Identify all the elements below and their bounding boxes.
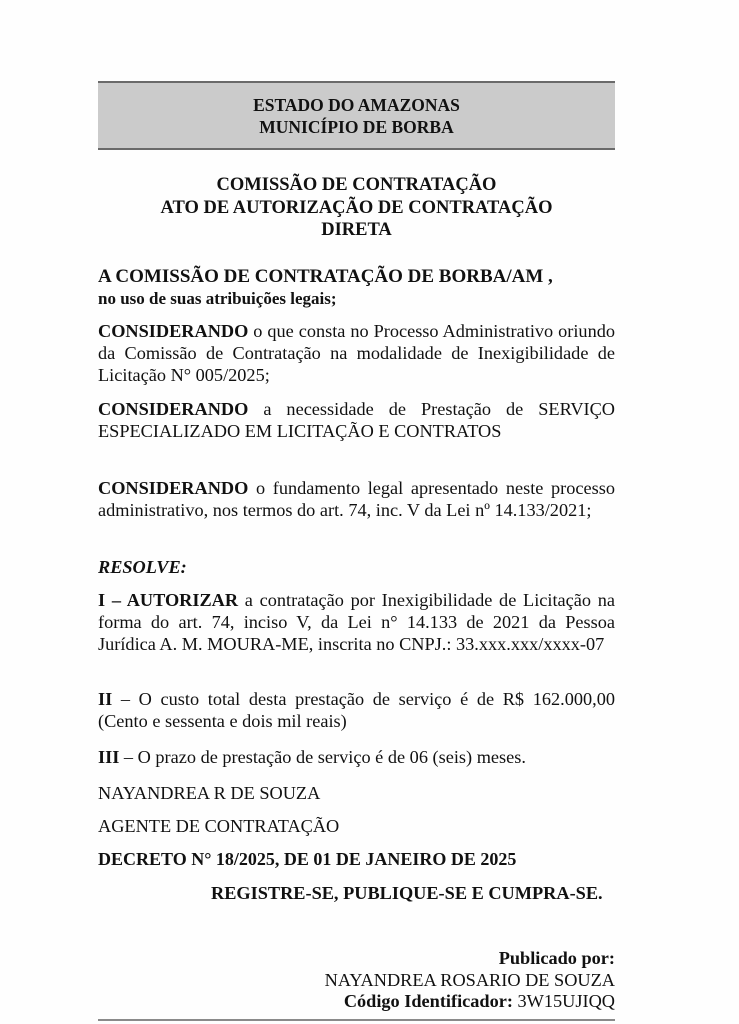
- item-keyword: AUTORIZAR: [126, 590, 239, 610]
- published-by-label: Publicado por:: [498, 948, 615, 968]
- considerando-text: o fundamento legal apresentado neste processo administrativo, nos termos do art. 74, inc. V da Lei nº 14.133/2021;: [98, 478, 615, 520]
- considerando-paragraph: [98, 477, 615, 521]
- commission-line-1: A COMISSÃO DE CONTRATAÇÃO DE BORBA/AM ,: [98, 266, 553, 287]
- title-line-1: COMISSÃO DE CONTRATAÇÃO: [216, 175, 497, 195]
- code-label: Código Identificador:: [343, 991, 513, 1011]
- closing-statement: REGISTRE-SE, PUBLIQUE-SE E CUMPRA-SE.: [211, 883, 603, 903]
- title-line-3: DIRETA: [321, 220, 392, 240]
- resolution-item: [98, 746, 615, 768]
- commission-line-2: no uso de suas atribuições legais;: [98, 289, 337, 308]
- code-value: 3W15UJIQQ: [512, 991, 615, 1011]
- item-text: – O custo total desta prestação de serviço é de R$ 162.000,00 (Cento e sessenta e dois mil reais): [98, 689, 615, 731]
- considerando-text: a necessidade de Prestação de SERVIÇO ESPECIALIZADO EM LICITAÇÃO E CONTRATOS: [98, 399, 615, 441]
- item-numeral: I –: [98, 590, 127, 610]
- considerando-text: o que consta no Processo Administrativo oriundo da Comissão de Contratação na modalidade de Inexigibilidade de Licitação N° 005/2025;: [98, 321, 615, 385]
- decree-reference: DECRETO N° 18/2025, DE 01 DE JANEIRO DE 2025: [98, 849, 517, 869]
- bottom-divider: [98, 1019, 615, 1021]
- commission-intro: [98, 266, 615, 310]
- resolution-item: [98, 589, 615, 655]
- considerando-paragraph: [98, 320, 615, 386]
- resolution-item: [98, 688, 615, 732]
- publisher-name: NAYANDREA ROSARIO DE SOUZA: [324, 969, 615, 990]
- municipality-name: MUNICÍPIO DE BORBA: [259, 117, 454, 137]
- signatory-name: NAYANDREA R DE SOUZA: [98, 783, 321, 803]
- considerando-keyword: CONSIDERANDO: [98, 478, 249, 498]
- header-banner: [98, 81, 615, 150]
- item-numeral: II: [98, 689, 113, 709]
- item-text: a contratação por Inexigibilidade de Licitação na forma do art. 74, inciso V, da Lei n° 14.133 de 2021 da Pessoa Jurídica A. M. MOURA-ME, inscrita no CNPJ.: 33.xxx.xxx/xxxx-07: [98, 590, 615, 654]
- document-title: [98, 174, 615, 242]
- considerando-paragraph: [98, 398, 615, 442]
- resolve-heading: RESOLVE:: [98, 557, 187, 577]
- item-text: – O prazo de prestação de serviço é de 06 (seis) meses.: [119, 747, 526, 767]
- signatory-role: AGENTE DE CONTRATAÇÃO: [98, 816, 340, 836]
- state-name: ESTADO DO AMAZONAS: [253, 95, 460, 115]
- title-line-2: ATO DE AUTORIZAÇÃO DE CONTRATAÇÃO: [160, 197, 553, 218]
- item-numeral: III: [98, 747, 120, 767]
- publication-info: [98, 948, 615, 1013]
- considerando-keyword: CONSIDERANDO: [98, 321, 249, 341]
- considerando-keyword: CONSIDERANDO: [98, 399, 249, 419]
